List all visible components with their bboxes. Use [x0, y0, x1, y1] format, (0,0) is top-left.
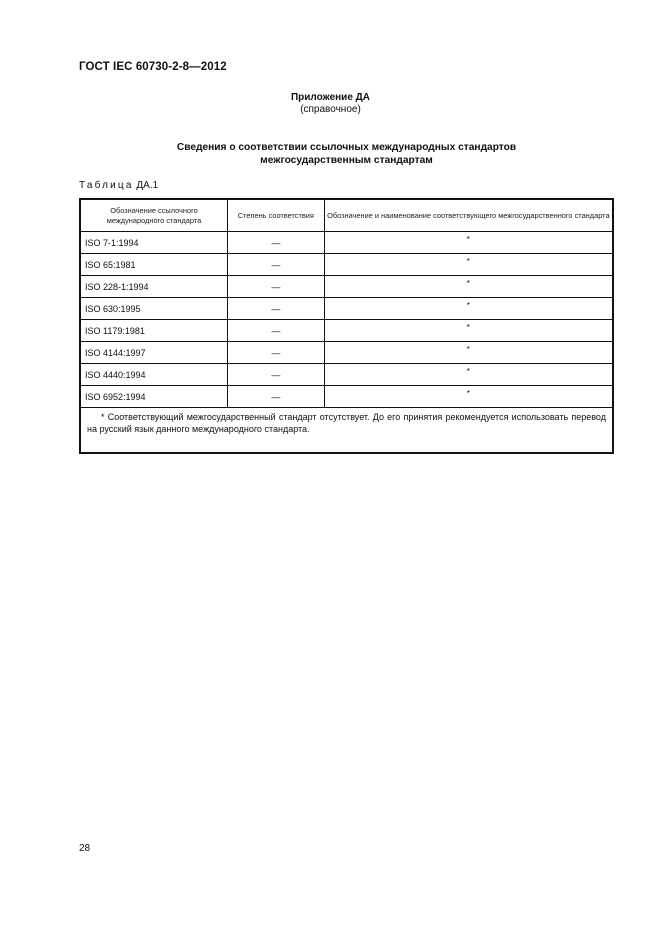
column-header-degree: Степень соответствия [227, 199, 324, 232]
page-number: 28 [79, 843, 91, 854]
table-caption-word: Таблица [79, 180, 134, 191]
cell-degree: — [227, 232, 324, 254]
document-code: ГОСТ IEC 60730-2-8—2012 [79, 61, 227, 73]
section-heading-line2: межгосударственным стандартам [260, 154, 433, 166]
cell-gost: * [324, 386, 613, 408]
table-row [80, 386, 613, 408]
column-header-standard: Обозначение ссылочного международного стандарта [80, 199, 227, 232]
appendix-subtitle: (справочное) [300, 104, 361, 115]
cell-degree: — [227, 320, 324, 342]
table-row [80, 254, 613, 276]
cell-gost: * [324, 320, 613, 342]
cell-standard: ISO 1179:1981 [80, 320, 227, 342]
table-row [80, 320, 613, 342]
cell-gost: * [324, 298, 613, 320]
appendix-title-block [0, 92, 661, 116]
cell-standard: ISO 7-1:1994 [80, 232, 227, 254]
cell-standard: ISO 65:1981 [80, 254, 227, 276]
cell-degree: — [227, 386, 324, 408]
cell-degree: — [227, 298, 324, 320]
section-heading-line1: Сведения о соответствии ссылочных международных стандартов [176, 142, 517, 153]
table-footnote: * Соответствующий межгосударственный стандарт отсутствует. До его принятия рекомендуется использовать перевод на русский язык данного международного стандарта. [80, 408, 613, 454]
table-caption [79, 180, 158, 191]
table-caption-number: ДА.1 [136, 180, 159, 191]
table-row [80, 342, 613, 364]
cell-degree: — [227, 342, 324, 364]
cell-standard: ISO 228-1:1994 [80, 276, 227, 298]
cell-gost: * [324, 276, 613, 298]
cell-degree: — [227, 276, 324, 298]
cell-standard: ISO 4144:1997 [80, 342, 227, 364]
cell-standard: ISO 6952:1994 [80, 386, 227, 408]
table-header-row [80, 199, 613, 232]
cell-gost: * [324, 364, 613, 386]
cell-degree: — [227, 364, 324, 386]
cell-gost: * [324, 232, 613, 254]
cell-standard: ISO 630:1995 [80, 298, 227, 320]
column-header-gost: Обозначение и наименование соответствующего межгосударственного стандарта [324, 199, 613, 232]
cell-gost: * [324, 342, 613, 364]
cell-degree: — [227, 254, 324, 276]
correspondence-table [79, 198, 614, 454]
table-footnote-row [80, 408, 613, 454]
table-row [80, 276, 613, 298]
appendix-title: Приложение ДА [290, 92, 371, 103]
cell-standard: ISO 4440:1994 [80, 364, 227, 386]
section-heading [0, 142, 661, 167]
table-row [80, 232, 613, 254]
table-row [80, 364, 613, 386]
table-row [80, 298, 613, 320]
cell-gost: * [324, 254, 613, 276]
